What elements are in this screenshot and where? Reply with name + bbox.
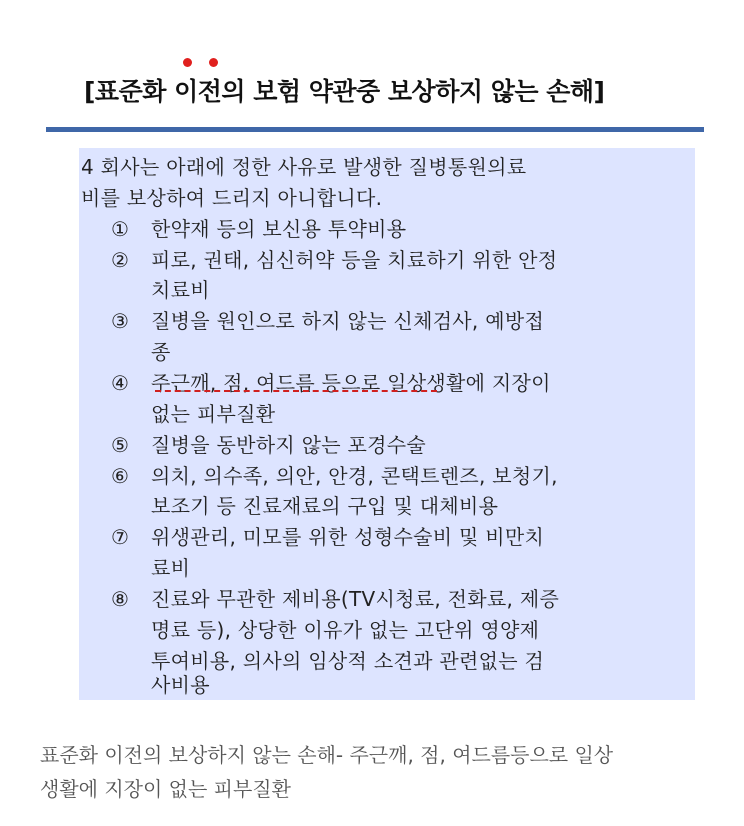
title-divider [46, 127, 704, 132]
item-number: ⑧ [111, 587, 130, 611]
item-number: ② [111, 248, 130, 272]
item-number: ⑥ [111, 464, 130, 488]
item-text: 피로, 권태, 심신허약 등을 치료하기 위한 안정 [151, 248, 558, 272]
item-text-continued: 명료 등), 상당한 이유가 없는 고단위 영양제 [151, 618, 540, 642]
highlight-underline [155, 390, 437, 392]
item-text: 주근깨, 점, 여드름 등으로 일상생활에 지장이 [151, 371, 551, 395]
item-text-continued: 료비 [151, 556, 191, 580]
emphasis-dots [183, 58, 223, 70]
caption-line: 표준화 이전의 보상하지 않는 손해- 주근깨, 점, 여드름등으로 일상 [40, 743, 614, 767]
clause-panel [79, 148, 695, 700]
clause-item [79, 430, 727, 460]
clause-item [79, 214, 727, 244]
item-text-continued: 보조기 등 진료재료의 구입 및 대체비용 [151, 494, 499, 518]
caption-line: 생활에 지장이 없는 피부질환 [40, 777, 291, 801]
item-number: ⑤ [111, 433, 130, 457]
item-number: ① [111, 217, 130, 241]
item-text: 진료와 무관한 제비용(TV시청료, 전화료, 제증 [151, 587, 560, 611]
emphasis-dot [209, 58, 218, 67]
item-text-continued: 투여비용, 의사의 임상적 소견과 관련없는 검 [151, 649, 545, 673]
item-text: 한약재 등의 보신용 투약비용 [151, 217, 407, 241]
item-text: 질병을 원인으로 하지 않는 신체검사, 예방접 [151, 309, 545, 333]
clause-item [79, 522, 727, 552]
clause-intro-line: 비를 보상하여 드리지 아니합니다. [81, 186, 383, 210]
clause-item [79, 306, 727, 336]
item-text: 질병을 동반하지 않는 포경수술 [151, 433, 427, 457]
item-number: ③ [111, 309, 130, 333]
clause-item [79, 461, 727, 491]
item-number: ⑦ [111, 525, 130, 549]
item-text: 의치, 의수족, 의안, 안경, 콘택트렌즈, 보청기, [151, 464, 558, 488]
item-text-continued: 사비용 [151, 673, 210, 697]
item-text-continued: 종 [151, 340, 171, 364]
emphasis-dot [183, 58, 192, 67]
image-caption [40, 738, 720, 806]
clause-item [79, 584, 727, 614]
item-number: ④ [111, 371, 130, 395]
clause-intro-line: 4 회사는 아래에 정한 사유로 발생한 질병통원의료 [81, 155, 527, 179]
page-title: [표준화 이전의 보험 약관중 보상하지 않는 손해] [84, 77, 605, 106]
item-text: 위생관리, 미모를 위한 성형수술비 및 비만치 [151, 525, 545, 549]
clause-item [79, 368, 727, 398]
item-text-continued: 없는 피부질환 [151, 402, 276, 426]
item-text-continued: 치료비 [151, 278, 210, 302]
clause-item [79, 245, 727, 275]
